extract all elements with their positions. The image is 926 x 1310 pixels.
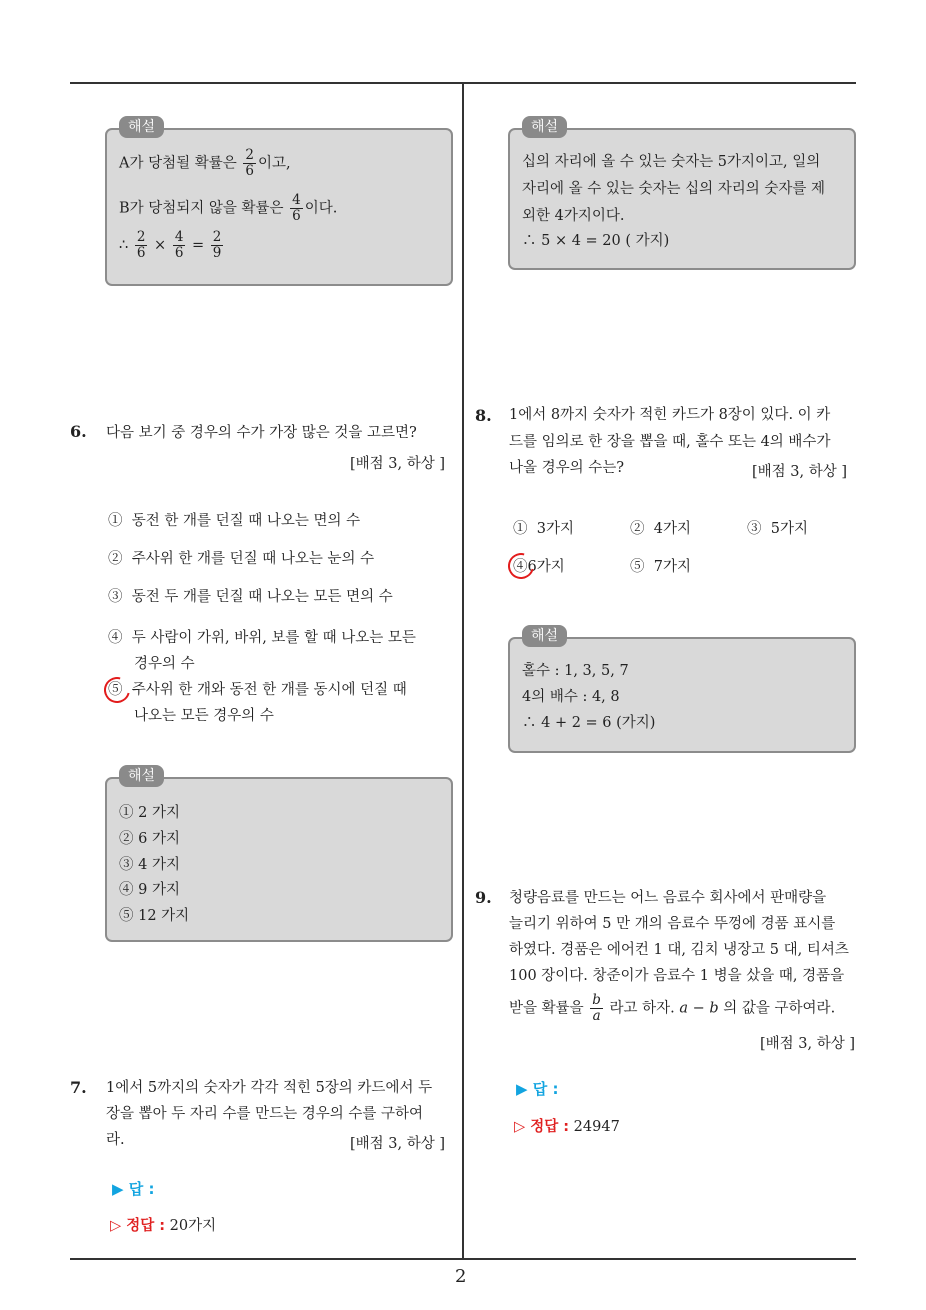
correct-answer: [110, 1214, 216, 1235]
explanation-line: 4의 배수 : 4, 8: [522, 689, 620, 705]
choice-5[interactable]: ⑤ 주사위 한 개와 동전 한 개를 동시에 던질 때 나오는 모든 경우의 수: [108, 682, 407, 724]
explanation-box-q8: [508, 628, 856, 753]
question-text-line: 장을 뽑아 두 자리 수를 만드는 경우의 수를 구하여: [106, 1106, 424, 1122]
explanation-line: ⑤ 12 가지: [119, 908, 190, 924]
question-text-line: 1에서 5까지의 숫자가 각각 적힌 5장의 카드에서 두: [106, 1080, 433, 1096]
question-text-line: 100 장이다. 창준이가 음료수 1 병을 샀을 때, 경품을: [509, 968, 845, 984]
question-number: 6.: [70, 422, 87, 441]
question-meta: [배점 3, 하상 ]: [350, 456, 446, 472]
explanation-line: ∴ 5 × 4 = 20 ( 가지): [522, 233, 670, 249]
explanation-line: B가 당첨되지 않을 확률은 $\frac{4}{6}$ 이다.: [119, 192, 338, 224]
explanation-line: 십의 자리에 올 수 있는 숫자는 5가지이고, 일의: [522, 154, 821, 170]
page-number: 2: [455, 1266, 467, 1287]
explanation-line: ④ 9 가지: [119, 882, 180, 898]
question-number: 7.: [70, 1078, 87, 1097]
question-text: 다음 보기 중 경우의 수가 가장 많은 것을 고르면?: [106, 425, 417, 441]
question-text-line: 받을 확률을 $\frac{b}{a}$ 라고 하자. a − b 의 값을 구하여라.: [509, 992, 836, 1024]
correct-answer: [514, 1115, 620, 1136]
explanation-line: A가 당첨될 확률은 $\frac{2}{6}$ 이고,: [119, 147, 291, 179]
explanation-tag: 해설: [119, 765, 164, 787]
explanation-tag: 해설: [119, 116, 164, 138]
question-meta: [배점 3, 하상 ]: [752, 464, 848, 480]
choice-1[interactable]: ① 동전 한 개를 던질 때 나오는 면의 수: [108, 513, 361, 529]
explanation-line: ∴ 4 + 2 = 6 (가지): [522, 715, 656, 731]
question-number: 9.: [475, 888, 492, 907]
choice-4[interactable]: ④6가지: [513, 559, 565, 575]
correct-answer-value: 20가지: [169, 1218, 217, 1234]
explanation-tag: 해설: [522, 625, 567, 647]
answer-prompt[interactable]: ▶ 답 :: [112, 1180, 155, 1198]
explanation-line: 자리에 올 수 있는 숫자는 십의 자리의 숫자를 제: [522, 181, 826, 197]
correct-answer-value: 24947: [573, 1119, 620, 1135]
question-text-line: 라.: [106, 1132, 125, 1148]
explanation-box-q6: [105, 768, 453, 942]
choice-2[interactable]: ② 4가지: [630, 521, 691, 537]
answer-prompt[interactable]: ▶ 답 :: [516, 1080, 559, 1098]
choice-3[interactable]: ③ 5가지: [747, 521, 808, 537]
choice-5[interactable]: ⑤ 7가지: [630, 559, 691, 575]
explanation-tag: 해설: [522, 116, 567, 138]
question-text-line: 청량음료를 만드는 어느 음료수 회사에서 판매량을: [509, 890, 827, 906]
question-meta: [배점 3, 하상 ]: [760, 1036, 856, 1052]
column-divider: [462, 84, 464, 1259]
explanation-line: ③ 4 가지: [119, 857, 180, 873]
explanation-line: ① 2 가지: [119, 805, 180, 821]
question-text-line: 하였다. 경품은 에어컨 1 대, 김치 냉장고 5 대, 티셔츠: [509, 942, 849, 958]
question-number: 8.: [475, 406, 492, 425]
question-text-line: 나올 경우의 수는?: [509, 460, 625, 476]
correct-answer-label: ▷ 정답 :: [110, 1218, 166, 1234]
choice-1[interactable]: ① 3가지: [513, 521, 574, 537]
choice-4[interactable]: ④ 두 사람이 가위, 바위, 보를 할 때 나오는 모든 경우의 수: [108, 630, 416, 672]
explanation-line: ② 6 가지: [119, 831, 180, 847]
question-text-line: 드를 임의로 한 장을 뽑을 때, 홀수 또는 4의 배수가: [509, 434, 831, 450]
question-text-line: 1에서 8까지 숫자가 적힌 카드가 8장이 있다. 이 카: [509, 407, 831, 423]
bottom-rule: [70, 1258, 856, 1260]
explanation-box-q5: [105, 119, 453, 286]
choice-2[interactable]: ② 주사위 한 개를 던질 때 나오는 눈의 수: [108, 551, 375, 567]
choice-3[interactable]: ③ 동전 두 개를 던질 때 나오는 모든 면의 수: [108, 589, 393, 605]
question-meta: [배점 3, 하상 ]: [350, 1136, 446, 1152]
correct-answer-label: ▷ 정답 :: [514, 1119, 570, 1135]
answer-circle-mark: [503, 548, 539, 584]
question-text-line: 늘리기 위하여 5 만 개의 음료수 뚜껑에 경품 표시를: [509, 916, 836, 932]
explanation-line: 외한 4가지이다.: [522, 208, 625, 224]
explanation-formula: ∴ $\frac{2}{6}$ × $\frac{4}{6}$ = $\frac{2}{9}$: [119, 229, 222, 261]
explanation-line: 홀수 : 1, 3, 5, 7: [522, 663, 629, 679]
explanation-box-q7: [508, 119, 856, 270]
